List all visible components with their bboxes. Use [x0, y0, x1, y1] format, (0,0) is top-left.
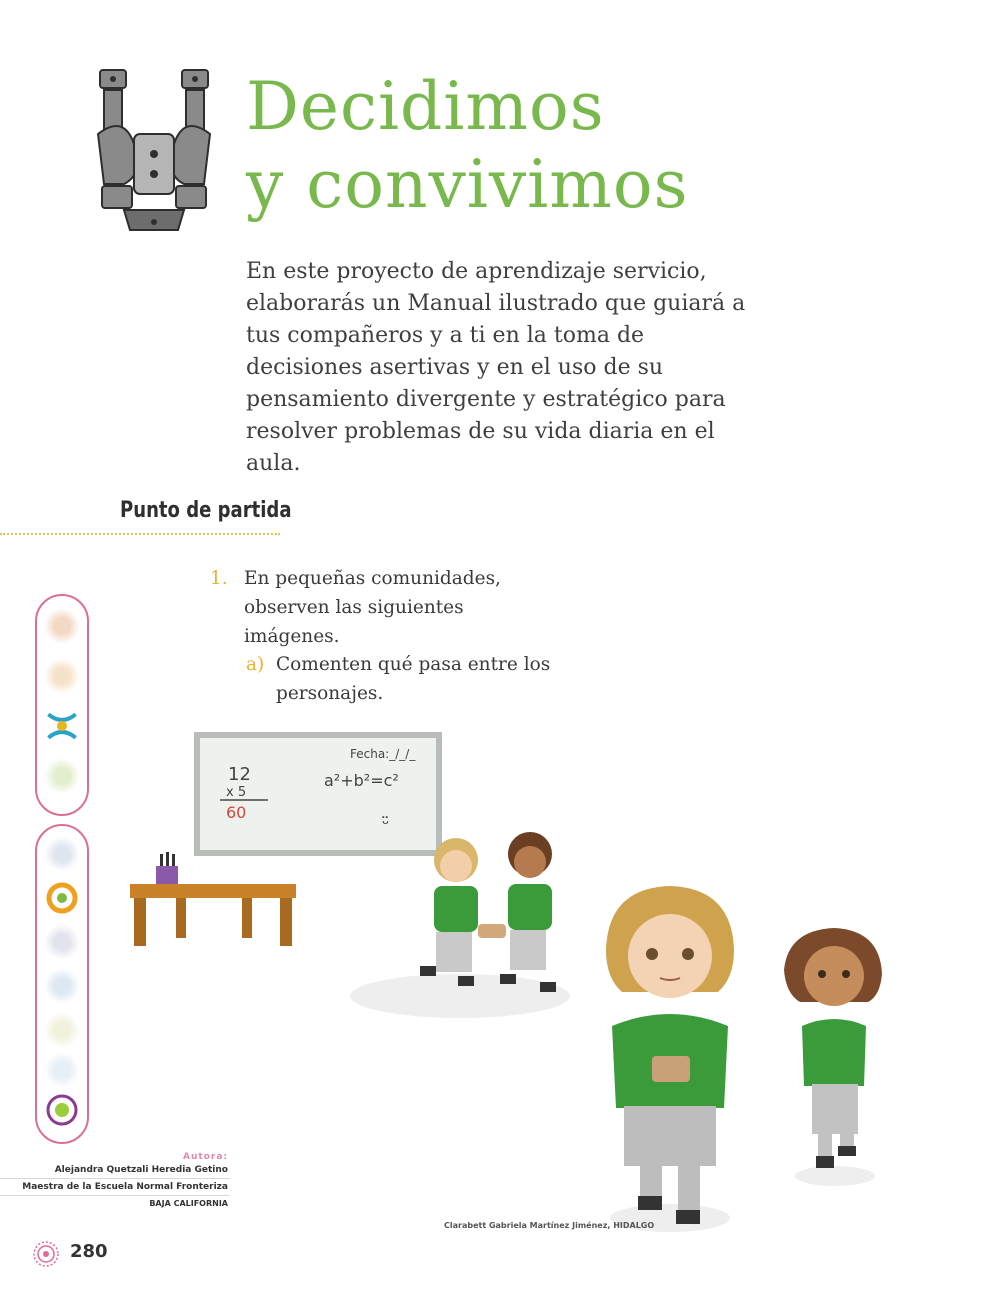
student-holding-book — [606, 886, 734, 1232]
page-title — [246, 68, 688, 224]
faded-figure-icon — [44, 658, 80, 694]
intro-paragraph: En este proyecto de aprendizaje servicio, elaborarás un Manual ilustrado que guiará a tus compañeros y a ti en la toma de decisiones asertivas y en el uso de su pensamiento divergente y estratégico para resolver problemas de su vida diaria en el aula. — [246, 259, 746, 476]
sun-circle-icon — [44, 1092, 80, 1128]
faded-leaf-icon — [44, 758, 80, 794]
ornamental-glyph-icon — [94, 64, 214, 234]
author-name: Alejandra Quetzali Heredia Getino — [0, 1162, 230, 1179]
author-credits — [0, 1152, 230, 1211]
board-formula: a²+b²=c² — [324, 771, 399, 790]
board-op-result: 60 — [226, 803, 247, 822]
subquestion-letter: a) — [246, 654, 265, 675]
side-navigation-rail-bottom — [35, 824, 89, 1144]
board-op-top: 12 — [228, 764, 251, 785]
subquestion-text: Comenten qué pasa entre los personajes. — [276, 654, 551, 704]
faded-flower-icon — [44, 608, 80, 644]
author-role: Maestra de la Escuela Normal Fronteriza — [0, 1179, 230, 1196]
section-divider — [0, 533, 280, 535]
title-line-2: y convivimos — [246, 146, 689, 223]
author-state: BAJA CALIFORNIA — [149, 1199, 228, 1208]
question-text: En pequeñas comunidades, observen las siguientes imágenes. — [244, 568, 501, 647]
page-ornament-icon — [32, 1240, 60, 1268]
illustrator-credit: Clarabett Gabriela Martínez Jiménez, HIDALGO — [444, 1221, 655, 1230]
students-holding-hands — [350, 832, 570, 1018]
crossed-figure-icon — [44, 708, 80, 744]
side-navigation-rail-top — [35, 594, 89, 816]
author-label: Autora: — [183, 1152, 228, 1162]
faded-hand-icon — [44, 1012, 80, 1048]
board-date: Fecha:_/_/_ — [350, 747, 416, 761]
classroom-illustration — [120, 726, 900, 1236]
teacher-desk — [130, 852, 296, 946]
board-op-mult: x 5 — [226, 785, 247, 800]
ring-icon — [44, 880, 80, 916]
title-line-1: Decidimos — [246, 68, 605, 145]
faded-infinity-icon — [44, 968, 80, 1004]
board-smiley: ᵕ̈ — [382, 814, 390, 835]
faded-globe-icon — [44, 924, 80, 960]
student-walking — [784, 928, 882, 1186]
section-heading: Punto de partida — [120, 498, 292, 523]
faded-diamond-icon — [44, 836, 80, 872]
page-number: 280 — [70, 1241, 108, 1262]
faded-cloud-icon — [44, 1052, 80, 1088]
question-number: 1. — [210, 568, 228, 589]
